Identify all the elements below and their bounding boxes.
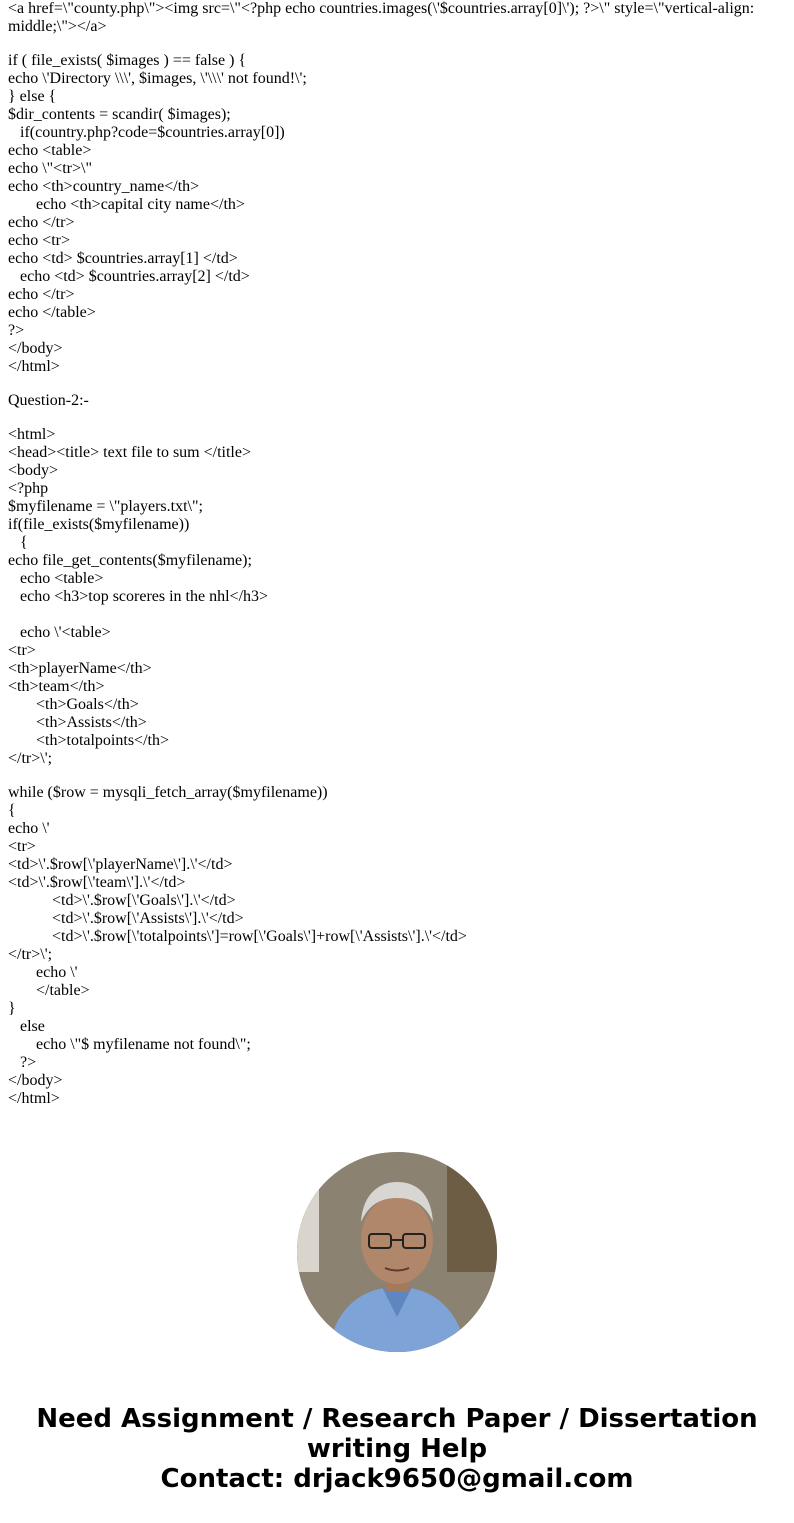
code-line: if(file_exists($myfilename)): [8, 516, 190, 533]
code-line: <th>team</th>: [8, 678, 105, 695]
code-line: echo <td> $countries.array[1] </td>: [8, 250, 238, 267]
code-line: while ($row = mysqli_fetch_array($myfilename)): [8, 784, 328, 801]
code-line: <td>\'.$row[\'totalpoints\']=row[\'Goals\']+row[\'Assists\'].\'</td>: [8, 928, 467, 945]
code-line: $myfilename = \"players.txt\";: [8, 498, 203, 515]
code-line: echo <h3>top scoreres in the nhl</h3>: [8, 588, 269, 605]
code-line: <th>totalpoints</th>: [8, 732, 169, 749]
block-gap: [8, 768, 786, 784]
code-line: echo \': [8, 820, 50, 837]
code-line: </table>: [8, 982, 90, 999]
code-line: else: [8, 1018, 45, 1035]
code-line: echo <table>: [8, 570, 104, 587]
code-line: echo <table>: [8, 142, 92, 159]
block-gap: [8, 410, 786, 426]
promo-section: [0, 1152, 794, 1494]
code-line: echo \"<tr>\": [8, 160, 92, 177]
code-block: [8, 392, 786, 410]
code-line: echo \': [8, 964, 78, 981]
promo-line-2: writing Help: [306, 1434, 488, 1464]
code-line: echo </tr>: [8, 214, 75, 231]
code-line: echo <th>capital city name</th>: [8, 196, 245, 213]
code-line: <th>Assists</th>: [8, 714, 147, 731]
code-line: <td>\'.$row[\'Assists\'].\'</td>: [8, 910, 244, 927]
code-line: <td>\'.$row[\'playerName\'].\'</td>: [8, 856, 233, 873]
code-line: echo \'Directory \\\', $images, \'\\\' not found!\';: [8, 70, 307, 87]
code-line: echo \"$ myfilename not found\";: [8, 1036, 251, 1053]
code-line: <td>\'.$row[\'Goals\'].\'</td>: [8, 892, 236, 909]
code-line: echo file_get_contents($myfilename);: [8, 552, 252, 569]
code-line: }: [8, 1000, 16, 1017]
code-document: [8, 0, 786, 1108]
code-line: {: [8, 534, 28, 551]
code-block: [8, 426, 786, 768]
code-block: [8, 784, 786, 1108]
block-gap: [8, 376, 786, 392]
code-line: <td>\'.$row[\'team\'].\'</td>: [8, 874, 186, 891]
author-avatar: [297, 1152, 497, 1352]
code-line: Question-2:-: [8, 392, 89, 409]
code-line: </tr>\';: [8, 750, 53, 767]
code-line: echo \'<table>: [8, 624, 111, 641]
code-line: {: [8, 802, 16, 819]
code-line: $dir_contents = scandir( $images);: [8, 106, 231, 123]
code-line: echo <th>country_name</th>: [8, 178, 200, 195]
code-line: </tr>\';: [8, 946, 53, 963]
code-line: ?>: [8, 322, 25, 339]
code-line: </body>: [8, 340, 63, 357]
code-line: } else {: [8, 88, 57, 105]
code-line: if(country.php?code=$countries.array[0]): [8, 124, 285, 141]
code-line: if ( file_exists( $images ) == false ) {: [8, 52, 247, 69]
code-line: </html>: [8, 358, 60, 375]
promo-line-1: Need Assignment / Research Paper / Dissertation: [36, 1404, 758, 1434]
code-line: <a href=\"county.php\"><img src=\"<?php echo countries.images(\'$countries.array[0]\'); ?>\" style=\"vertical-align: middle;\"></a>: [8, 0, 759, 35]
code-line: echo <tr>: [8, 232, 71, 249]
code-line: <tr>: [8, 642, 36, 659]
code-line: <head><title> text file to sum </title>: [8, 444, 251, 461]
code-line: echo </tr>: [8, 286, 75, 303]
promo-line-3: Contact: drjack9650@gmail.com: [160, 1464, 634, 1494]
code-line: ?>: [8, 1054, 37, 1071]
code-line: <th>Goals</th>: [8, 696, 139, 713]
code-line: <body>: [8, 462, 59, 479]
code-line: <?php: [8, 480, 49, 497]
code-line: <tr>: [8, 838, 36, 855]
block-gap: [8, 36, 786, 52]
code-line: echo <td> $countries.array[2] </td>: [8, 268, 250, 285]
code-line: </html>: [8, 1090, 60, 1107]
code-line: </body>: [8, 1072, 63, 1089]
code-line: <th>playerName</th>: [8, 660, 152, 677]
code-block: [8, 52, 786, 376]
promo-text: [0, 1404, 794, 1494]
code-line: [8, 606, 786, 624]
code-line: echo </table>: [8, 304, 96, 321]
code-block: [8, 0, 786, 36]
code-line: <html>: [8, 426, 56, 443]
